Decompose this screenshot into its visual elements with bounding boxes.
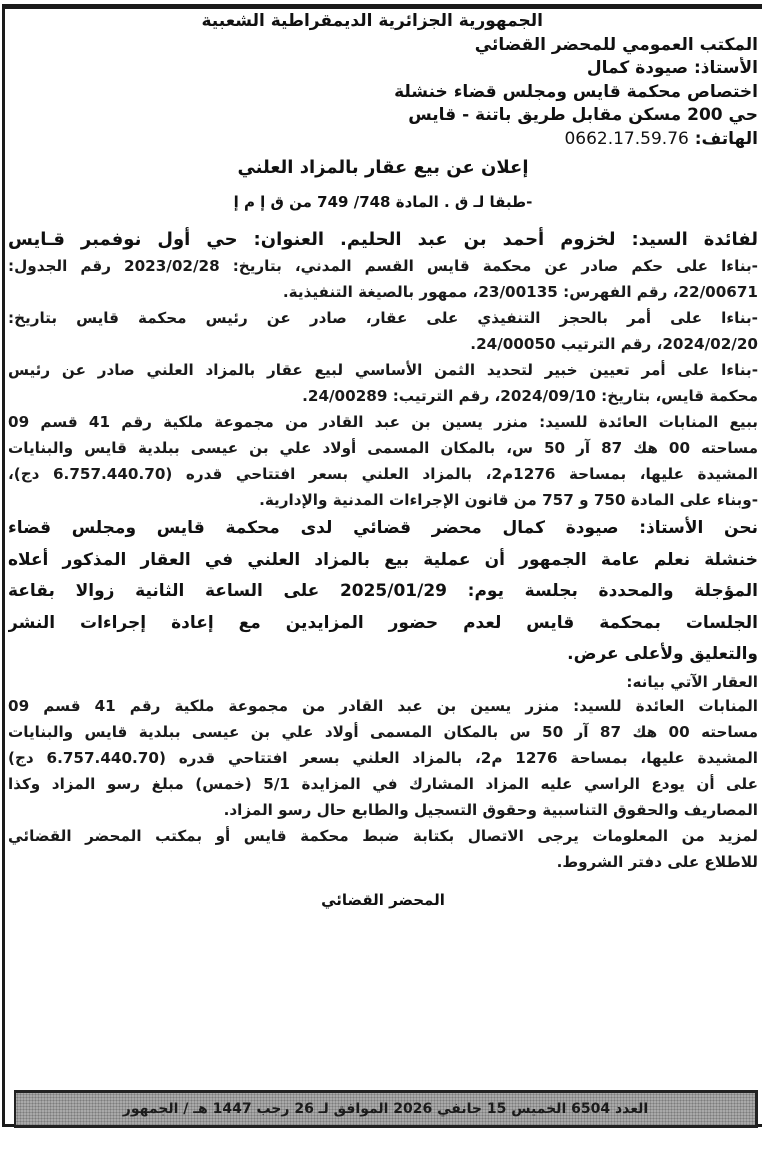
body-line: -بناءا على أمر بالحجز التنفيذي على عقار، صادر عن رئيس محكمة قايس بتاريخ: [8, 309, 758, 327]
office-name: المكتب العمومي للمحضر القضائي [474, 34, 758, 55]
body-line: 2024/02/20، رقم الترتيب 24/00050. [470, 335, 758, 353]
body-line: محكمة قايس، بتاريخ: 2024/09/10، رقم الترتيب: 24/00289. [302, 387, 758, 405]
property-line: للاطلاع على دفتر الشروط. [556, 852, 758, 871]
phone-number: 0662.17.59.76 [564, 128, 689, 149]
body-line: -بناءا على حكم صادر عن محكمة قايس القسم المدني، بتاريخ: 2023/02/28 رقم الجدول: [8, 257, 758, 275]
announcement-line: خنشلة نعلم عامة الجمهور أن عملية بيع بالمزاد العلني في العقار المذكور أعلاه [8, 549, 758, 570]
country-name: الجمهورية الجزائرية الديمقراطية الشعبية [201, 11, 543, 31]
announcement-section [8, 513, 758, 671]
office-address: حي 200 مسكن مقابل طريق باتنة - قايس [408, 105, 758, 125]
property-line: على أن يودع الراسي عليه المزاد المشارك في المزايدة 5/1 (خمس) مبلغ رسو المزاد وكذا [8, 774, 758, 793]
property-line: لمزيد من المعلومات يرجى الاتصال بكتابة ضبط محكمة قايس أو بمكتب المحضر القضائي [8, 826, 758, 845]
phone-label: الهاتف: [694, 128, 758, 149]
announcement-line: الجلسات بمحكمة قايس لعدم حضور المزايدين مع إعادة إجراءات النشر [8, 612, 758, 633]
footer-issue-info: العدد 6504 الخميس 15 جانفي 2026 الموافق لـ 26 رجب 1447 هـ / الجمهور [122, 1101, 649, 1117]
beneficiary: لفائدة السيد: لخزوم أحمد بن عبد الحليم. العنوان: حي أول نوفمبر قـايس [8, 229, 758, 250]
auction-notice [8, 10, 758, 911]
body-line: المشيدة عليها، بمساحة 1276م2، بالمزاد العلني بسعر افتتاحي قدره (6.757.440.70 دج)، [8, 465, 758, 483]
publication-footer [14, 1090, 758, 1128]
announcement-line: والتعليق ولأعلى عرض. [567, 644, 758, 664]
body-line: -بناءا على أمر تعيين خبير لتحديد الثمن الأساسي لبيع عقار بالمزاد العلني صادر عن رئيس [8, 361, 758, 379]
property-heading: العقار الآتي بيانه: [626, 672, 758, 691]
body-line: -وبناء على المادة 750 و 757 من قانون الإجراءات المدنية والإدارية. [259, 491, 758, 509]
bailiff-name: الأستاذ: صيودة كمال [586, 58, 758, 78]
body-section [8, 253, 758, 513]
body-line: ببيع المنابات العائدة للسيد: منزر يسين بن عبد القادر من مجموعة ملكية رقم 41 قسم 09 [8, 413, 758, 431]
body-line: مساحته 00 هك 87 آر 50 س، بالمكان المسمى أولاد علي بن عيسى ببلدية قايس والبنايات [8, 439, 758, 457]
property-section [8, 693, 758, 875]
property-line: المنابات العائدة للسيد: منزر يسين بن عبد القادر من مجموعة ملكية رقم 41 قسم 09 [8, 696, 758, 715]
property-line: المصاريف والحقوق التناسبية وحقوق التسجيل والطابع حال رسو المزاد. [223, 800, 758, 819]
jurisdiction: اختصاص محكمة قايس ومجلس قضاء خنشلة [394, 81, 758, 102]
property-line: مساحته 00 هك 87 آر 50 س بالمكان المسمى أولاد علي بن عيسى ببلدية قايس والبنايات [8, 722, 758, 741]
property-line: المشيدة عليها، بمساحة 1276 م2، بالمزاد العلني بسعر افتتاحي قدره (6.757.440.70 دج) [8, 748, 758, 767]
body-line: 22/00671، رقم الفهرس: 23/00135، ممهور بالصيغة التنفيذية. [282, 283, 758, 301]
phone-line [8, 128, 758, 152]
announcement-line: المؤجلة والمحددة بجلسة يوم: 2025/01/29 على الساعة الثانية زوالا بقاعة [8, 581, 758, 601]
signature: المحضر القضائي [321, 890, 445, 909]
notice-title: إعلان عن بيع عقار بالمزاد العلني [237, 157, 529, 178]
announcement-line: نحن الأستاذ: صيودة كمال محضر قضائي لدى محكمة قايس ومجلس قضاء [8, 518, 758, 538]
legal-basis: -طبقا لـ ق . المادة 748/ 749 من ق إ م إ [233, 193, 533, 211]
